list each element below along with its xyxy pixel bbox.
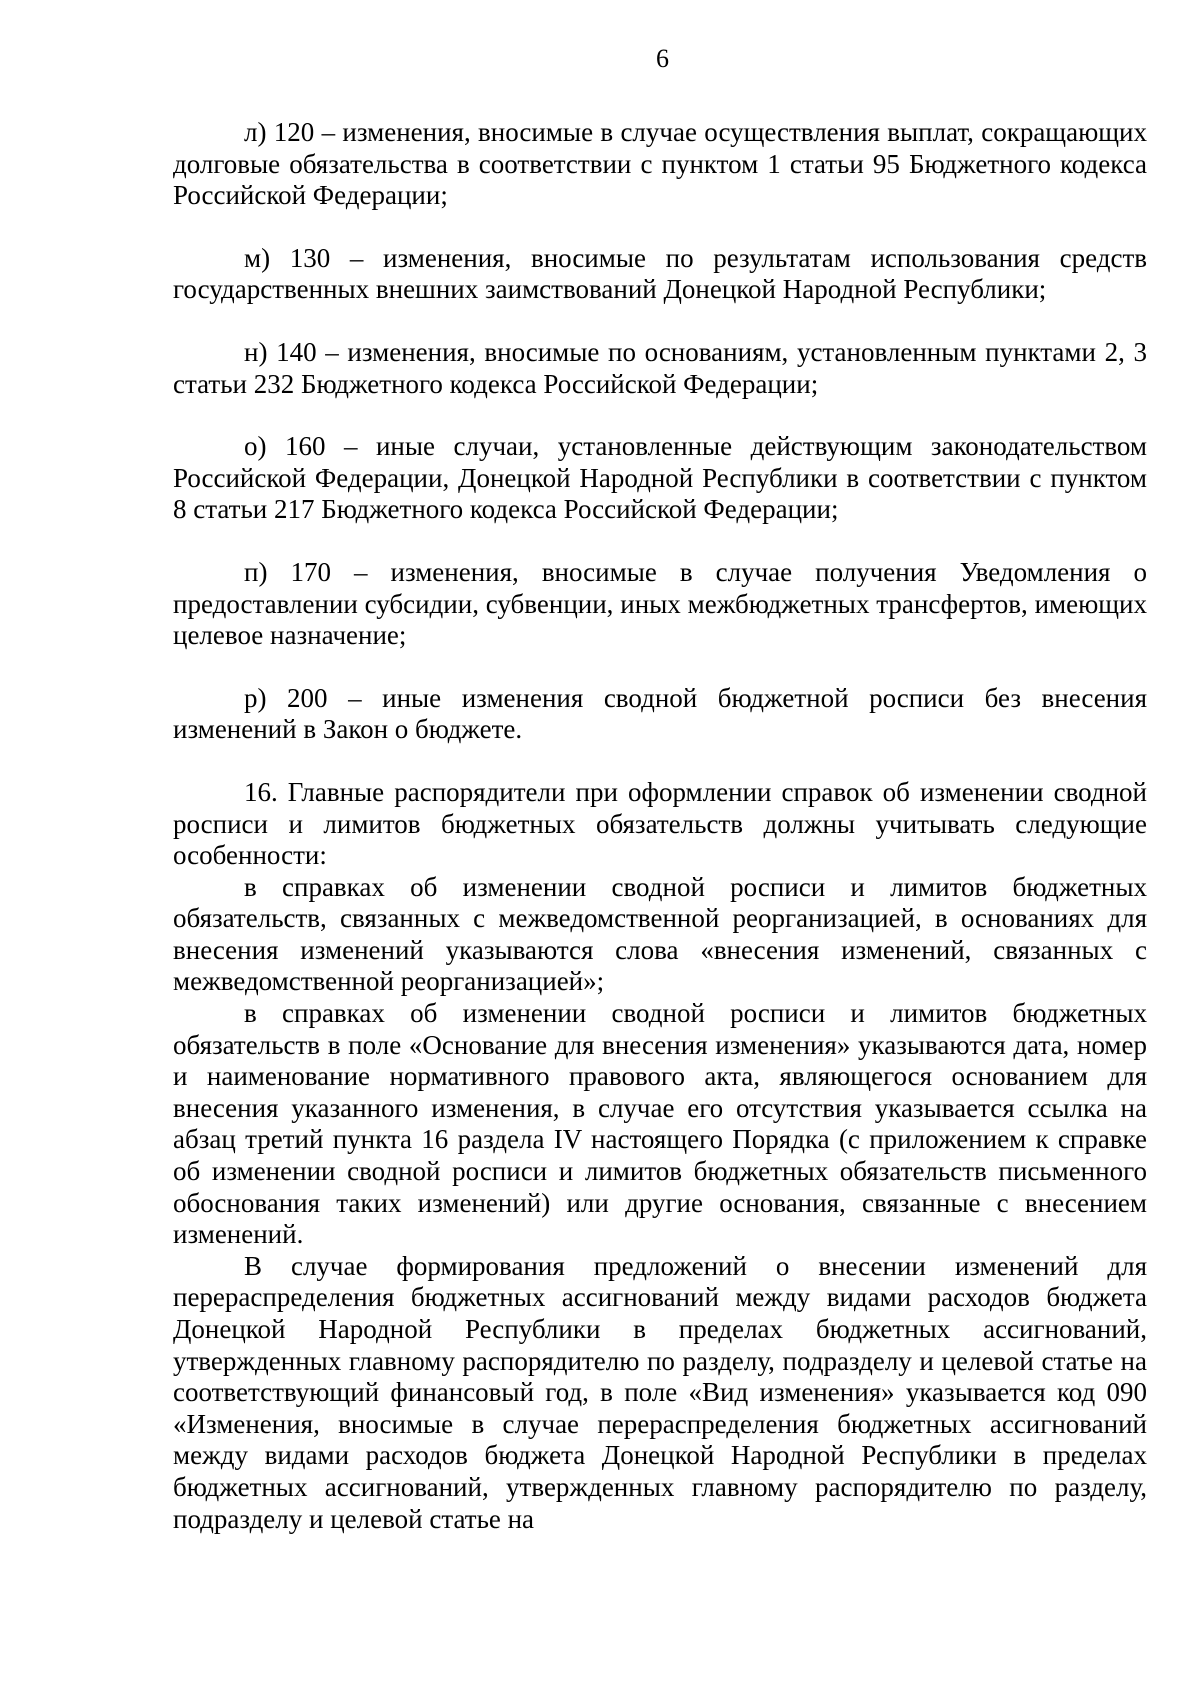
document-body	[173, 117, 1147, 1535]
paragraph-item-m: м) 130 – изменения, вносимые по результатам использования средств государственных внешних заимствований Донецкой Народной Республики;	[173, 242, 1147, 305]
paragraph-item-l: л) 120 – изменения, вносимые в случае осуществления выплат, сокращающих долговые обязательства в соответствии с пунктом 1 статьи 95 Бюджетного кодекса Российской Федерации;	[173, 117, 1147, 211]
paragraph-item-o: о) 160 – иные случаи, установленные действующим законодательством Российской Федерации, Донецкой Народной Республики в соответствии с пунктом 8 статьи 217 Бюджетного кодекса Российской Федерации;	[173, 431, 1147, 525]
paragraph-item-r: р) 200 – иные изменения сводной бюджетной росписи без внесения изменений в Закон о бюджете.	[173, 682, 1147, 745]
paragraph-item-n: н) 140 – изменения, вносимые по основаниям, установленным пунктами 2, 3 статьи 232 Бюджетного кодекса Российской Федерации;	[173, 336, 1147, 399]
page-number: 6	[656, 44, 669, 73]
paragraph-section-16: 16. Главные распорядители при оформлении справок об изменении сводной росписи и лимитов бюджетных обязательств должны учитывать следующие особенности:	[173, 776, 1147, 871]
paragraph-redistribution: В случае формирования предложений о внесении изменений для перераспределения бюджетных ассигнований между видами расходов бюджета Донецкой Народной Республики в пределах бюджетных ассигнований, утвержденных главному распорядителю по разделу, подразделу и целевой статье на соответствующий финансовый год, в поле «Вид изменения» указывается код 090 «Изменения, вносимые в случае перераспределения бюджетных ассигнований между видами расходов бюджета Донецкой Народной Республики в пределах бюджетных ассигнований, утвержденных главному распорядителю по разделу, подразделу и целевой статье на	[173, 1250, 1147, 1534]
paragraph-reorganization: в справках об изменении сводной росписи и лимитов бюджетных обязательств, связанных с межведомственной реорганизацией, в основаниях для внесения изменений указываются слова «внесения изменений, связанных с межведомственной реорганизацией»;	[173, 871, 1147, 997]
paragraph-basis-field: в справках об изменении сводной росписи и лимитов бюджетных обязательств в поле «Основание для внесения изменения» указываются дата, номер и наименование нормативного правового акта, являющегося основанием для внесения указанного изменения, в случае его отсутствия указывается ссылка на абзац третий пункта 16 раздела IV настоящего Порядка (с приложением к справке об изменении сводной росписи и лимитов бюджетных обязательств письменного обоснования таких изменений) или другие основания, связанные с внесением изменений.	[173, 998, 1147, 1250]
paragraph-item-p: п) 170 – изменения, вносимые в случае получения Уведомления о предоставлении субсидии, субвенции, иных межбюджетных трансфертов, имеющих целевое назначение;	[173, 556, 1147, 651]
